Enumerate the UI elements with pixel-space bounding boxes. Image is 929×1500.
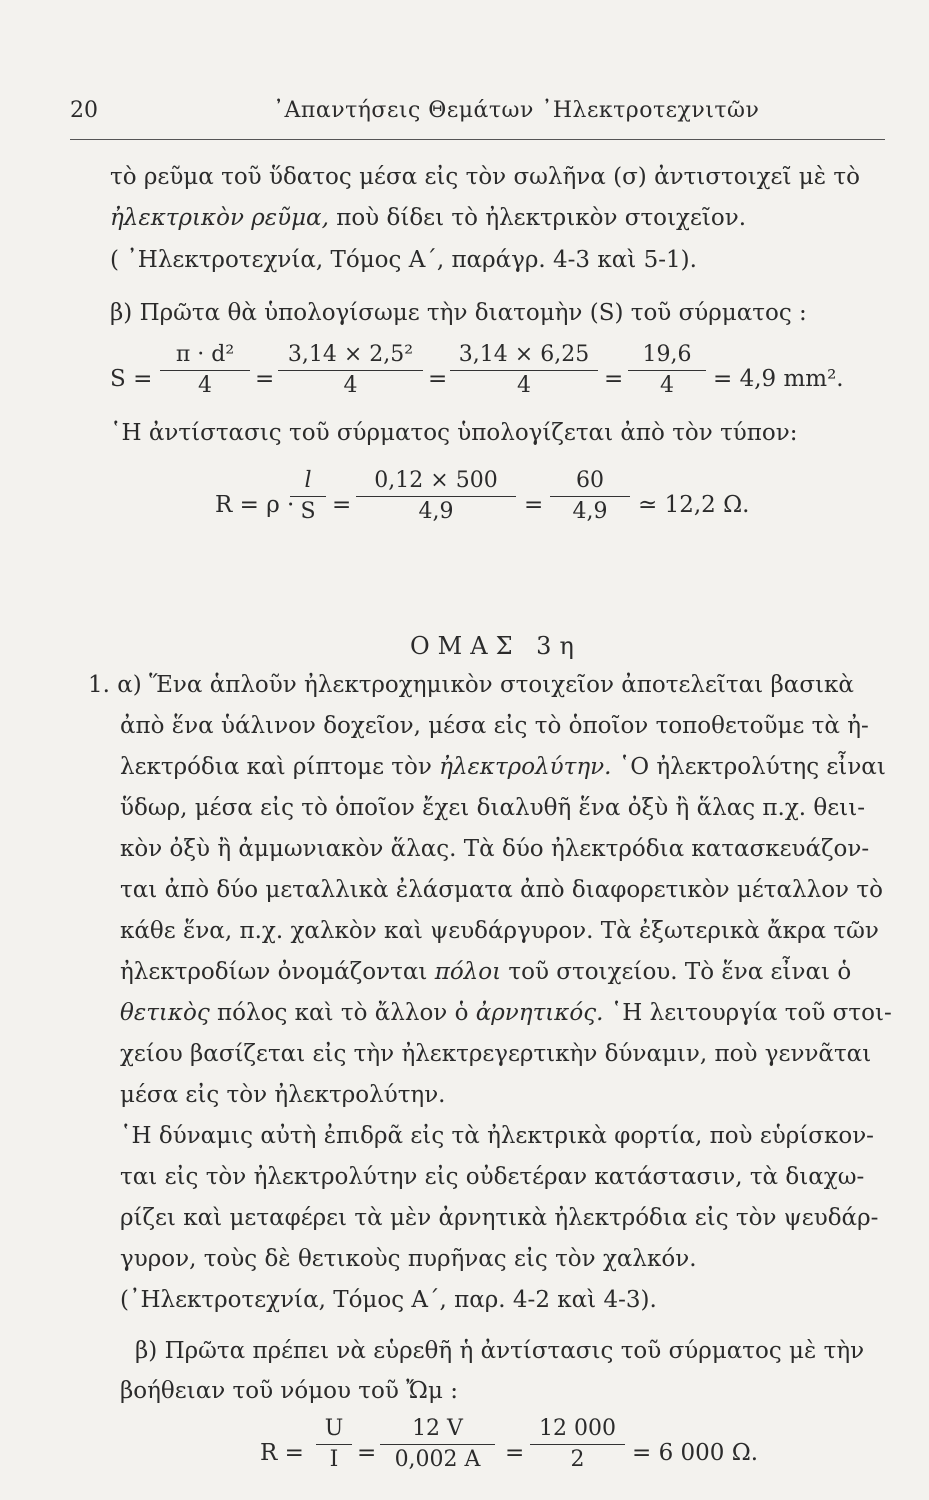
eq1-frac-2-den: 4 (343, 373, 358, 398)
page-header (70, 98, 890, 134)
q1-line (120, 1000, 892, 1026)
eq2-frac-2 (356, 466, 516, 527)
q1-line-part: λεκτρόδια καὶ ρίπτομε τὸν (120, 754, 440, 780)
eq3-frac-3 (530, 1414, 625, 1475)
q1-line-part: τοῦ στοιχείου. Τὸ ἕνα εἶναι ὁ (501, 959, 852, 985)
eq2-frac-2-num: 0,12 × 500 (356, 466, 516, 497)
q1-line: γυρον, τοὺς δὲ θετικοὺς πυρῆνας εἰς τὸν χαλκόν. (120, 1246, 697, 1272)
eq1-frac-2-num: 3,14 × 2,5² (278, 340, 423, 371)
eq1-equals-a: = (255, 366, 275, 392)
q1-line: ῾Η δύναμις αὐτὴ ἐπιδρᾶ εἰς τὰ ἠλεκτρικὰ φορτία, ποὺ εὑρίσκον- (120, 1123, 874, 1149)
eq1-result: = 4,9 mm². (713, 366, 844, 392)
eq3-frac-3-num: 12 000 (530, 1414, 625, 1445)
eq3-equals-a: = (357, 1440, 377, 1466)
eq1-frac-2 (278, 340, 423, 401)
q1-line: ὕδωρ, μέσα εἰς τὸ ὁποῖον ἔχει διαλυθῆ ἕνα ὀξὺ ἢ ἅλας π.χ. θειι- (120, 795, 865, 821)
q1-line: ἀπὸ ἕνα ὑάλινον δοχεῖον, μέσα εἰς τὸ ὁποῖον τοποθετοῦμε τὰ ἠ- (120, 713, 869, 739)
q1-line: ρίζει καὶ μεταφέρει τὰ μὲν ἀρνητικὰ ἠλεκτρόδια εἰς τὸν ψευδάρ- (120, 1205, 879, 1231)
part-b1-text: β) Πρῶτα θὰ ὑπολογίσωμε τὴν διατομὴν (S) τοῦ σύρματος : (110, 300, 807, 326)
eq2-frac-3-den: 4,9 (572, 499, 608, 524)
q1-term-electrolyte: ἠλεκτρολύτην. (439, 754, 612, 780)
q1-term-positive: θετικὸς (120, 1000, 210, 1026)
eq2-equals-b: = (524, 492, 544, 518)
eq1-frac-1-den: 4 (198, 373, 212, 398)
part-b2-line-2: βοήθειαν τοῦ νόμου τοῦ Ὤμ : (120, 1378, 458, 1404)
eq1-frac-3-num: 3,14 × 6,25 (450, 340, 598, 371)
eq1-equals-b: = (428, 366, 448, 392)
page-number: 20 (70, 98, 98, 123)
eq3-frac-2-num: 12 V (380, 1414, 495, 1445)
intro-line-1: τὸ ρεῦμα τοῦ ὕδατος μέσα εἰς τὸν σωλῆνα (σ) ἀντιστοιχεῖ μὲ τὸ (110, 164, 860, 190)
intro-line-2-rest: ποὺ δίδει τὸ ἠλεκτρικὸν στοιχεῖον. (328, 205, 747, 231)
eq3-frac-1 (316, 1414, 352, 1475)
q1-line (120, 754, 886, 780)
q1-line: κὸν ὀξὺ ἢ ἀμμωνιακὸν ἅλας. Τὰ δύο ἠλεκτρόδια κατασκευάζον- (120, 836, 870, 862)
eq1-frac-4-den: 4 (660, 373, 674, 398)
eq3-frac-1-den: I (329, 1447, 339, 1472)
q1-line: κάθε ἕνα, π.χ. χαλκὸν καὶ ψευδάργυρον. Τὰ ἐξωτερικὰ ἄκρα τῶν (120, 918, 879, 944)
eq1-frac-3-den: 4 (517, 373, 531, 398)
eq3-lhs: R = (260, 1440, 304, 1466)
eq2-equals-a: = (332, 492, 352, 518)
eq1-lhs: S = (110, 366, 153, 392)
eq2-frac-2-den: 4,9 (418, 499, 454, 524)
q1-line: 1. α) Ἕνα ἁπλοῦν ἠλεκτροχημικὸν στοιχεῖον ἀποτελεῖται βασικὰ (88, 672, 854, 698)
header-rule (70, 139, 885, 140)
intro-reference: ( ᾿Ηλεκτροτεχνία, Τόμος Α΄, παράγρ. 4-3 καὶ 5-1). (110, 247, 697, 273)
intro-line-2 (110, 205, 746, 231)
eq2-frac-1 (290, 466, 326, 527)
eq1-frac-4 (628, 340, 706, 401)
eq3-frac-2 (380, 1414, 495, 1475)
q1-term-negative: ἀρνητικός. (475, 1000, 604, 1026)
q1-line (120, 959, 851, 985)
section-title: ΟΜΑΣ 3η (410, 632, 582, 660)
part-b1-text-2: ῾Η ἀντίστασις τοῦ σύρματος ὑπολογίζεται ἀπὸ τὸν τύπον: (110, 420, 798, 446)
eq1-equals-c: = (604, 366, 624, 392)
q1-line-part: ῾Η λειτουργία τοῦ στοι- (603, 1000, 892, 1026)
eq2-frac-1-den: S (300, 499, 316, 524)
q1-line-part: ῾Ο ἠλεκτρολύτης εἶναι (611, 754, 886, 780)
eq3-frac-2-den: 0,002 A (394, 1447, 481, 1472)
running-title: ᾿Απαντήσεις Θεμάτων ᾿Ηλεκτροτεχνιτῶν (273, 98, 760, 123)
eq2-result: ≃ 12,2 Ω. (638, 492, 750, 518)
eq3-equals-b: = (505, 1440, 525, 1466)
q1-line: χείου βασίζεται εἰς τὴν ἠλεκτρεγερτικὴν δύναμιν, ποὺ γεννᾶται (120, 1041, 872, 1067)
q1-term-poles: πόλοι (434, 959, 502, 985)
eq1-frac-3 (450, 340, 598, 401)
eq3-result: = 6 000 Ω. (632, 1440, 759, 1466)
q1-line: μέσα εἰς τὸν ἠλεκτρολύτην. (120, 1082, 446, 1108)
intro-term: ἠλεκτρικὸν ρεῦμα, (110, 205, 329, 231)
q1-line-part: πόλος καὶ τὸ ἄλλον ὁ (209, 1000, 476, 1026)
eq2-lhs: R = ρ · (215, 492, 295, 518)
eq2-frac-3-num: 60 (550, 466, 630, 497)
q1-reference: (᾿Ηλεκτροτεχνία, Τόμος Α΄, παρ. 4-2 καὶ 4-3). (120, 1287, 657, 1313)
eq2-frac-3 (550, 466, 630, 527)
part-b2-line-1: β) Πρῶτα πρέπει νὰ εὑρεθῆ ἡ ἀντίστασις τοῦ σύρματος μὲ τὴν (135, 1338, 865, 1364)
q1-line-part: ἠλεκτροδίων ὀνομάζονται (120, 959, 435, 985)
eq1-frac-4-num: 19,6 (628, 340, 706, 371)
q1-line: ται ἀπὸ δύο μεταλλικὰ ἐλάσματα ἀπὸ διαφορετικὸν μέταλλον τὸ (120, 877, 883, 903)
eq2-frac-1-num: l (290, 466, 326, 497)
eq1-frac-1-num: π · d² (160, 340, 250, 371)
eq3-frac-3-den: 2 (570, 1447, 585, 1472)
eq1-frac-1 (160, 340, 250, 401)
eq3-frac-1-num: U (316, 1414, 352, 1445)
q1-line: ται εἰς τὸν ἠλεκτρολύτην εἰς οὐδετέραν κατάστασιν, τὰ διαχω- (120, 1164, 865, 1190)
